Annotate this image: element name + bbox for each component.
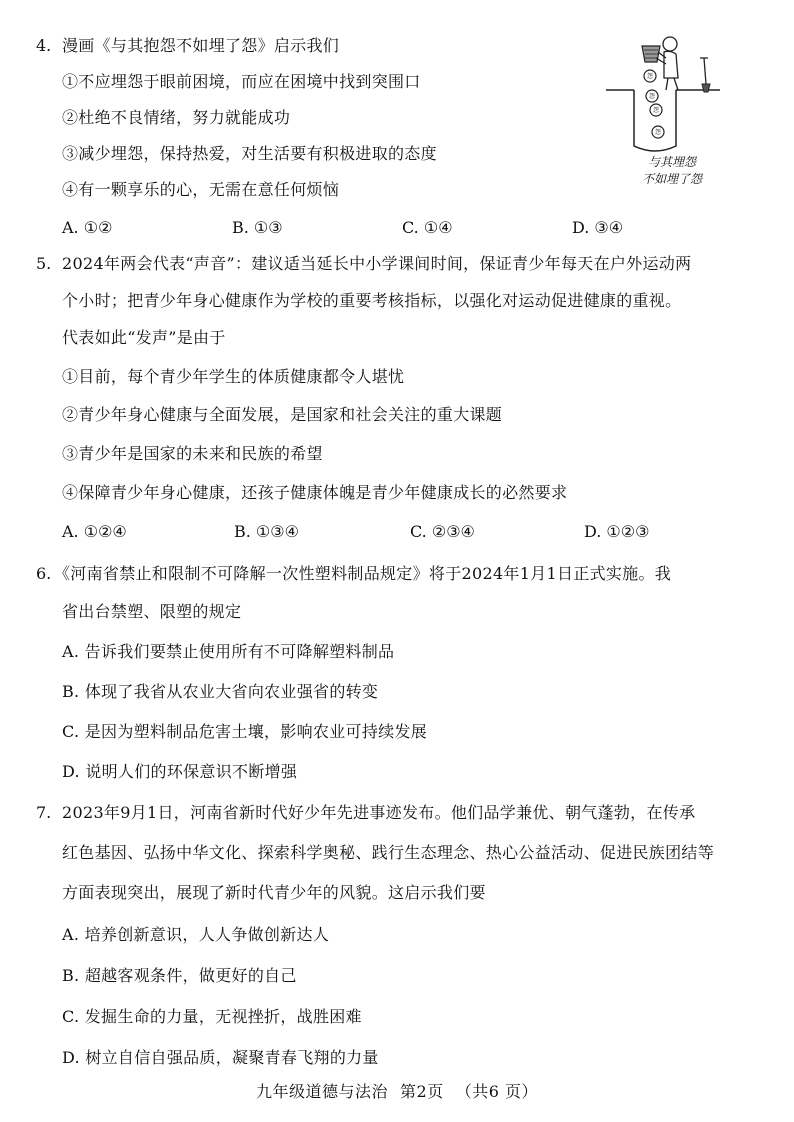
question-6-option-b: B. 体现了我省从农业大省向农业强省的转变	[62, 682, 379, 701]
cartoon-caption-line-2: 不如埋了怨	[641, 172, 702, 186]
bubble-label-2: 怨	[648, 93, 656, 100]
bubble-label-3: 怨	[652, 107, 660, 114]
question-5-option-b: B. ①③④	[234, 522, 299, 541]
question-7-stem-line-3: 方面表现突出，展现了新时代青少年的风貌。这启示我们要	[62, 883, 486, 902]
cartoon-caption	[622, 154, 722, 188]
question-4-option-c: C. ①④	[402, 218, 453, 237]
person-figure	[656, 37, 678, 90]
footer-page: 第2页	[400, 1082, 444, 1101]
question-4-option-d: D. ③④	[572, 218, 624, 237]
question-7-option-c: C. 发掘生命的力量，无视挫折，战胜困难	[62, 1007, 362, 1026]
question-6-option-c: C. 是因为塑料制品危害土壤，影响农业可持续发展	[62, 722, 428, 741]
question-5-stem-line-2: 个小时；把青少年身心健康作为学校的重要考核指标，以强化对运动促进健康的重视。	[62, 291, 682, 310]
question-5-statement-2: ②青少年身心健康与全面发展，是国家和社会关注的重大课题	[62, 405, 503, 424]
shovel-icon	[700, 58, 710, 92]
basket-icon	[642, 46, 660, 62]
footer-total: （共6 页）	[455, 1082, 538, 1101]
question-4-number: 4.	[36, 36, 52, 55]
cartoon-caption-line-1: 与其埋怨	[647, 155, 696, 169]
question-5-option-a: A. ①②④	[62, 522, 127, 541]
question-4-stem: 漫画《与其抱怨不如埋了怨》启示我们	[62, 36, 340, 55]
bubble-label-1: 怨	[646, 73, 654, 80]
question-5-stem-line-3: 代表如此“发声”是由于	[62, 328, 226, 347]
question-5-option-c: C. ②③④	[410, 522, 475, 541]
question-7-stem-line-1: 2023年9月1日，河南省新时代好少年先进事迹发布。他们品学兼优、朝气蓬勃，在传承	[62, 803, 696, 822]
bubble-label-4: 怨	[654, 129, 662, 136]
question-7-number: 7.	[36, 803, 52, 822]
question-7-stem-line-2: 红色基因、弘扬中华文化、探索科学奥秘、践行生态理念、热心公益活动、促进民族团结等	[62, 843, 715, 862]
question-5-statement-3: ③青少年是国家的未来和民族的希望	[62, 444, 323, 463]
question-5-statement-1: ①目前，每个青少年学生的体质健康都令人堪忧	[62, 367, 405, 386]
question-4-option-a: A. ①②	[62, 218, 113, 237]
page-footer	[0, 1082, 794, 1102]
question-4-statement-2: ②杜绝不良情绪，努力就能成功	[62, 108, 291, 127]
question-4-statement-3: ③减少埋怨，保持热爱，对生活要有积极进取的态度	[62, 144, 437, 163]
question-5-statement-4: ④保障青少年身心健康，还孩子健康体魄是青少年健康成长的必然要求	[62, 483, 568, 502]
question-7-option-d: D. 树立自信自强品质，凝聚青春飞翔的力量	[62, 1048, 379, 1067]
question-4-statement-1: ①不应埋怨于眼前困境，而应在困境中找到突围口	[62, 72, 421, 91]
question-4-statement-4: ④有一颗享乐的心，无需在意任何烦恼	[62, 180, 340, 199]
question-5-number: 5.	[36, 254, 52, 273]
question-5-option-d: D. ①②③	[584, 522, 650, 541]
question-6-option-a: A. 告诉我们要禁止使用所有不可降解塑料制品	[62, 642, 395, 661]
question-7-option-a: A. 培养创新意识，人人争做创新达人	[62, 925, 330, 944]
complaint-bubbles	[644, 70, 664, 138]
question-6-number: 6.	[36, 564, 52, 583]
question-4-option-b: B. ①③	[232, 218, 283, 237]
footer-subject: 九年级道德与法治	[256, 1082, 389, 1101]
question-6-stem-line-1: 《河南省禁止和限制不可降解一次性塑料制品规定》将于2024年1月1日正式实施。我	[54, 564, 672, 583]
question-6-stem-line-2: 省出台禁塑、限塑的规定	[62, 602, 242, 621]
question-7-option-b: B. 超越客观条件，做更好的自己	[62, 966, 297, 985]
question-5-stem-line-1: 2024年两会代表“声音”：建议适当延长中小学课间时间，保证青少年每天在户外运动两	[62, 254, 692, 273]
question-6-option-d: D. 说明人们的环保意识不断增强	[62, 762, 298, 781]
